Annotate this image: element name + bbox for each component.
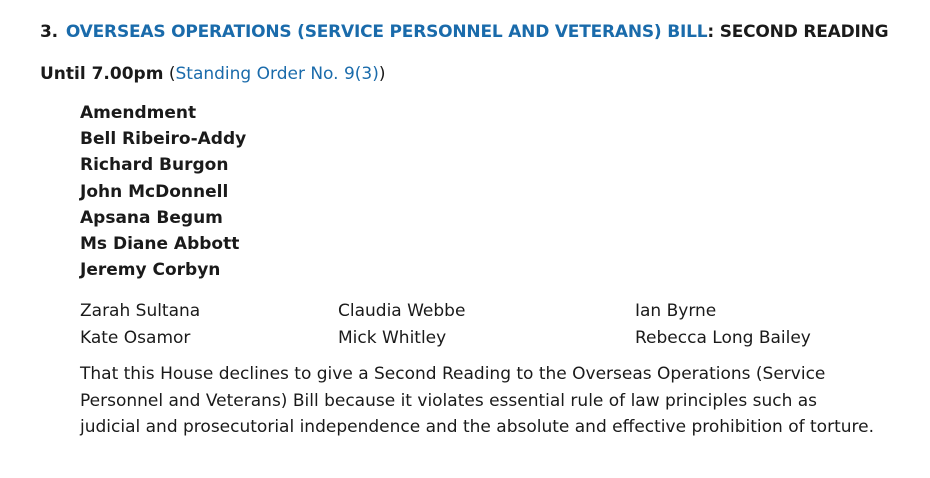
supporter-column <box>635 298 811 351</box>
amendment-motion-text: That this House declines to give a Second Reading to the Overseas Operations (Service Personnel and Veterans) Bill because it violates essential rule of law principles such as judicial and prosecutorial independence and the absolute and effective prohibition of torture. <box>80 364 874 437</box>
supporter-name: Ian Byrne <box>635 301 717 321</box>
supporter-name: Zarah Sultana <box>80 301 201 321</box>
until-time: Until 7.00pm <box>40 64 164 84</box>
open-paren: ( <box>163 64 176 84</box>
sponsor-name: Richard Burgon <box>80 155 229 176</box>
item-number: 3. <box>40 22 58 42</box>
stage-label: : SECOND READING <box>707 22 889 42</box>
sponsor-name: Apsana Begum <box>80 207 223 228</box>
amendment-sponsors <box>80 100 246 283</box>
timing-line <box>40 64 386 84</box>
amendment-label: Amendment <box>80 103 197 123</box>
supporter-column <box>338 298 465 351</box>
sponsor-name: Jeremy Corbyn <box>80 260 221 281</box>
standing-order-link[interactable]: Standing Order No. 9(3) <box>175 64 379 84</box>
bill-title-link[interactable]: OVERSEAS OPERATIONS (SERVICE PERSONNEL AND VETERANS) BILL <box>65 22 708 42</box>
close-paren: ) <box>378 64 386 84</box>
business-item-heading <box>40 22 888 42</box>
sponsor-name: Bell Ribeiro-Addy <box>80 129 247 150</box>
sponsor-name: Ms Diane Abbott <box>80 234 240 255</box>
supporter-name: Mick Whitley <box>338 327 447 348</box>
supporter-name: Rebecca Long Bailey <box>635 327 811 348</box>
supporter-name: Claudia Webbe <box>338 301 466 321</box>
supporter-name: Kate Osamor <box>80 327 191 348</box>
supporter-column <box>80 298 200 351</box>
sponsor-name: John McDonnell <box>80 181 229 202</box>
